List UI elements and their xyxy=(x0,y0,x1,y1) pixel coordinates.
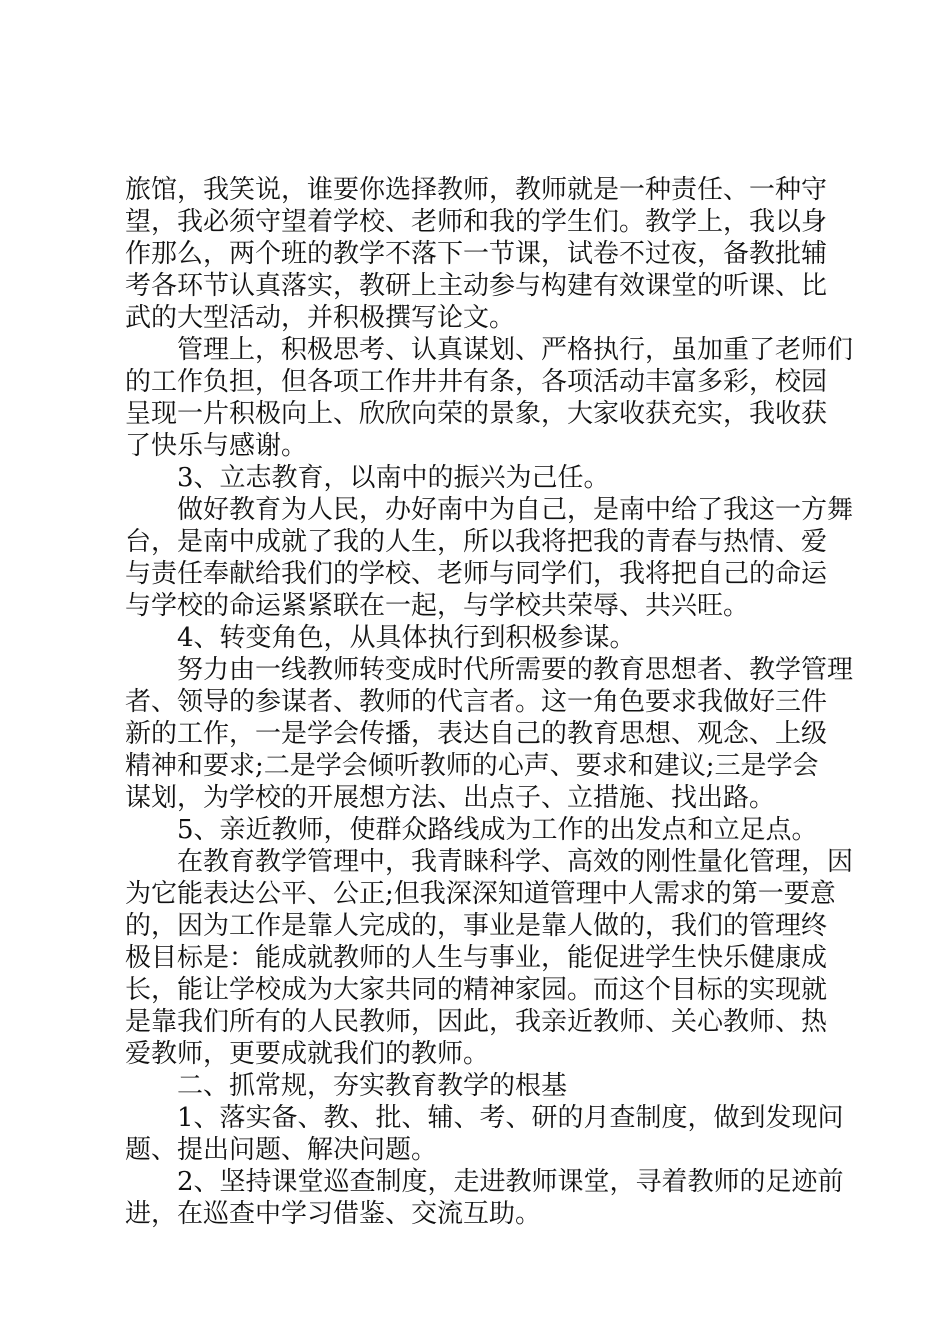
text-line: 管理上，积极思考、认真谋划、严格执行，虽加重了老师们 xyxy=(125,335,854,365)
text-line: 爱教师，更要成就我们的教师。 xyxy=(125,1039,490,1069)
text-line: 与学校的命运紧紧联在一起，与学校共荣辱、共兴旺。 xyxy=(125,591,750,621)
text-line: 台，是南中成就了我的人生，所以我将把我的青春与热情、爱 xyxy=(125,527,828,557)
text-line: 二、抓常规，夯实教育教学的根基 xyxy=(125,1071,568,1101)
text-line: 进，在巡查中学习借鉴、交流互助。 xyxy=(125,1199,542,1229)
text-line: 题、提出问题、解决问题。 xyxy=(125,1135,438,1165)
text-line: 努力由一线教师转变成时代所需要的教育思想者、教学管理 xyxy=(125,655,854,685)
text-line: 谋划，为学校的开展想方法、出点子、立措施、找出路。 xyxy=(125,783,776,813)
text-line: 1、落实备、教、批、辅、考、研的月查制度，做到发现问 xyxy=(125,1103,844,1133)
text-line: 望，我必须守望着学校、老师和我的学生们。教学上，我以身 xyxy=(125,207,828,237)
text-line: 精神和要求;二是学会倾听教师的心声、要求和建议;三是学会 xyxy=(125,751,819,781)
text-line: 5、亲近教师，使群众路线成为工作的出发点和立足点。 xyxy=(125,815,818,845)
text-line: 者、领导的参谋者、教师的代言者。这一角色要求我做好三件 xyxy=(125,687,828,717)
text-line: 在教育教学管理中，我青睐科学、高效的刚性量化管理，因 xyxy=(125,847,854,877)
text-line: 武的大型活动，并积极撰写论文。 xyxy=(125,303,516,333)
text-line: 了快乐与感谢。 xyxy=(125,431,308,461)
text-line: 2、坚持课堂巡查制度，走进教师课堂，寻着教师的足迹前 xyxy=(125,1167,844,1197)
text-line: 极目标是：能成就教师的人生与事业，能促进学生快乐健康成 xyxy=(125,943,828,973)
text-line: 的，因为工作是靠人完成的，事业是靠人做的，我们的管理终 xyxy=(125,911,828,941)
text-line: 旅馆，我笑说，谁要你选择教师，教师就是一种责任、一种守 xyxy=(125,175,828,205)
text-line: 呈现一片积极向上、欣欣向荣的景象，大家收获充实，我收获 xyxy=(125,399,828,429)
text-line: 为它能表达公平、公正;但我深深知道管理中人需求的第一要意 xyxy=(125,879,836,909)
text-line: 3、立志教育，以南中的振兴为己任。 xyxy=(125,463,610,493)
text-line: 4、转变角色，从具体执行到积极参谋。 xyxy=(125,623,636,653)
text-line: 考各环节认真落实，教研上主动参与构建有效课堂的听课、比 xyxy=(125,271,828,301)
body-text xyxy=(125,174,854,1230)
text-line: 长，能让学校成为大家共同的精神家园。而这个目标的实现就 xyxy=(125,975,828,1005)
text-line: 是靠我们所有的人民教师，因此，我亲近教师、关心教师、热 xyxy=(125,1007,828,1037)
text-line: 做好教育为人民，办好南中为自己，是南中给了我这一方舞 xyxy=(125,495,854,525)
text-line: 作那么，两个班的教学不落下一节课，试卷不过夜，备教批辅 xyxy=(125,239,828,269)
text-line: 的工作负担，但各项工作井井有条，各项活动丰富多彩，校园 xyxy=(125,367,828,397)
text-line: 新的工作，一是学会传播，表达自己的教育思想、观念、上级 xyxy=(125,719,828,749)
text-line: 与责任奉献给我们的学校、老师与同学们，我将把自己的命运 xyxy=(125,559,828,589)
